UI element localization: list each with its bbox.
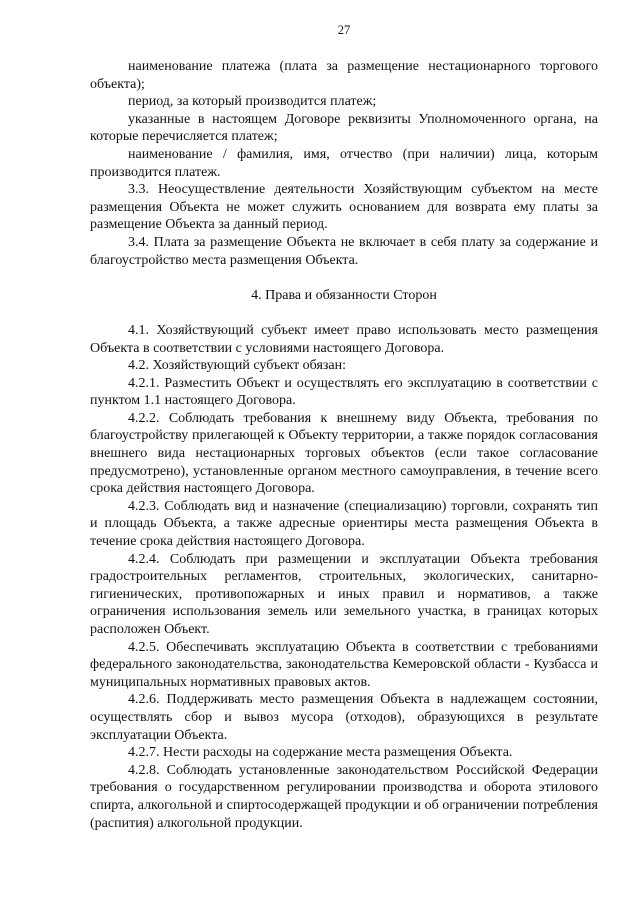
paragraph-payment-name: наименование платежа (плата за размещение нестационарного торгового объекта);	[90, 59, 598, 92]
clause-4-2-6: 4.2.6. Поддерживать место размещения Объекта в надлежащем состоянии, осуществлять сбор и вывоз мусора (отходов), образующихся в результате эксплуатации Объекта.	[90, 692, 598, 743]
paragraph-payment-period: период, за который производится платеж;	[128, 94, 377, 110]
clause-4-2-3: 4.2.3. Соблюдать вид и назначение (специализацию) торговли, сохранять тип и площадь Объекта, а также адресные ориентиры места размещения Объекта в течение срока действия настоящего Договора.	[90, 498, 598, 550]
clause-4-2: 4.2. Хозяйствующий субъект обязан:	[128, 358, 347, 374]
clause-3-3: 3.3. Неосуществление деятельности Хозяйствующим субъектом на месте размещения Объекта не может служить основанием для возврата ему платы за размещение Объекта за данный период.	[90, 182, 598, 233]
clause-4-1: 4.1. Хозяйствующий субъект имеет право использовать место размещения Объекта в соответствии с условиями настоящего Договора.	[90, 322, 598, 356]
clause-4-2-2: 4.2.2. Соблюдать требования к внешнему виду Объекта, требования по благоустройству прилегающей к Объекту территории, а также порядок согласования внешнего вида нестационарных торговых объектов (если такое согласование предусмотрено), установленные органом местного самоуправления, в течение всего срока действия настоящего Договора.	[90, 410, 598, 497]
clause-4-2-5: 4.2.5. Обеспечивать эксплуатацию Объекта в соответствии с требованиями федерального законодательства, законодательства Кемеровской области - Кузбасса и муниципальных нормативных правовых актов.	[90, 639, 598, 690]
clause-3-4: 3.4. Плата за размещение Объекта не включает в себя плату за содержание и благоустройство места размещения Объекта.	[90, 234, 598, 268]
document-body	[90, 58, 598, 832]
paragraph-payer-name: наименование / фамилия, имя, отчество (при наличии) лица, которым производится платеж.	[90, 146, 598, 180]
page-number: 27	[337, 23, 351, 37]
clause-4-2-4: 4.2.4. Соблюдать при размещении и эксплуатации Объекта требования градостроительных регламентов, строительных, экологических, санитарно-гигиенических, противопожарных и иных правил и нормативов, а также ограничения использования земель или земельного участка, в границах которых расположен Объект.	[90, 551, 598, 637]
paragraph-requisites: указанные в настоящем Договоре реквизиты Уполномоченного органа, на которые перечисляется платеж;	[90, 111, 598, 145]
section-heading: 4. Права и обязанности Сторон	[251, 287, 437, 303]
clause-4-2-8: 4.2.8. Соблюдать установленные законодательством Российской Федерации требования о государственном регулировании производства и оборота этилового спирта, алкогольной и спиртосодержащей продукции и об ограничении потребления (распития) алкогольной продукции.	[90, 762, 598, 831]
clause-4-2-7: 4.2.7. Нести расходы на содержание места размещения Объекта.	[128, 745, 513, 761]
clause-4-2-1: 4.2.1. Разместить Объект и осуществлять его эксплуатацию в соответствии с пунктом 1.1 настоящего Договора.	[90, 375, 598, 409]
